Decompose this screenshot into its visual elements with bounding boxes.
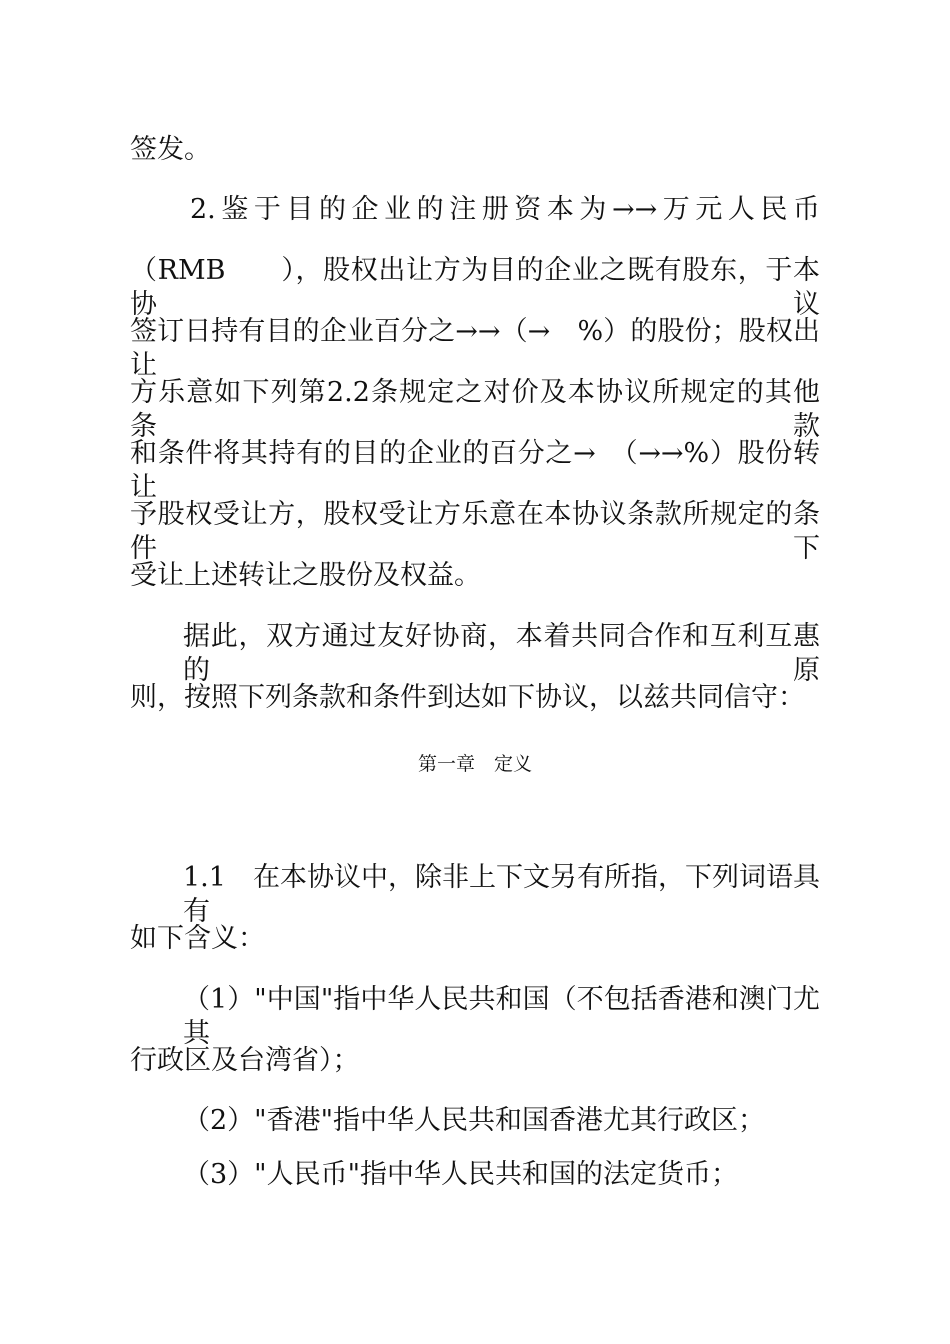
chapter-heading: 第一章 定义 — [417, 753, 532, 775]
paragraph-line: 签发。 — [130, 134, 211, 165]
paragraph-line: 予股权受让方，股权受让方乐意在本协议条款所规定的条件下 — [130, 499, 820, 564]
paragraph-line: 方乐意如下列第2.2条规定之对价及本协议所规定的其他条款 — [130, 377, 820, 442]
definition-intro-line: 1.1 在本协议中，除非上下文另有所指，下列词语具有 — [183, 862, 820, 927]
paragraph-line: 和条件将其持有的目的企业的百分之→ （→→%）股份转让 — [130, 438, 820, 503]
paragraph-line: 2.鉴于目的企业的注册资本为→→万元人民币 — [190, 194, 820, 225]
definition-intro-line: 如下含义： — [130, 923, 265, 954]
paragraph-line: 据此，双方通过友好协商，本着共同合作和互利互惠的原 — [183, 621, 820, 686]
paragraph-line: （RMB ），股权出让方为目的企业之既有股东，于本协议 — [130, 255, 820, 320]
definition-item: （1）"中国"指中华人民共和国（不包括香港和澳门尤其 — [183, 984, 820, 1049]
definition-item: 行政区及台湾省）； — [130, 1045, 360, 1076]
paragraph-line: 签订日持有目的企业百分之→→（→ %）的股份；股权出让 — [130, 316, 820, 381]
definition-item: （3）"人民币"指中华人民共和国的法定货币； — [183, 1159, 739, 1190]
definition-item: （2）"香港"指中华人民共和国香港尤其行政区； — [183, 1105, 766, 1136]
paragraph-line: 则，按照下列条款和条件到达如下协议，以兹共同信守： — [130, 682, 805, 713]
paragraph-line: 受让上述转让之股份及权益。 — [130, 560, 481, 591]
